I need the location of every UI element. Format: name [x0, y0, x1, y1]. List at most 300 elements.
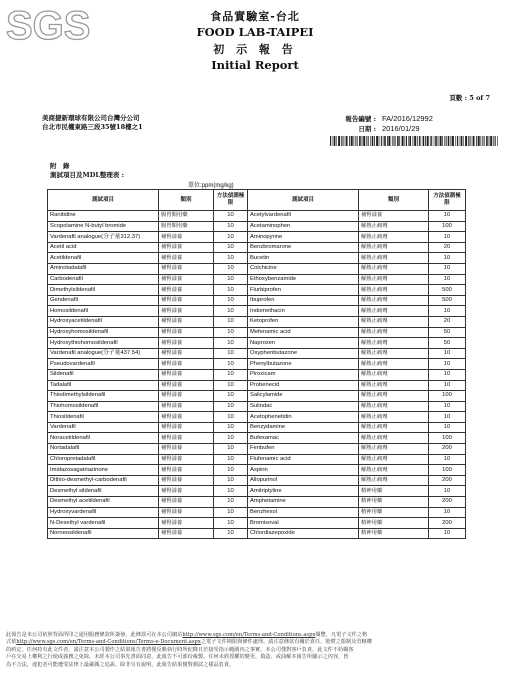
- category-cell: 補腎溢養: [159, 454, 214, 465]
- category-cell: 解熱止痛劑: [359, 401, 429, 412]
- table-row: [48, 221, 466, 232]
- barcode-bar: [417, 136, 418, 146]
- report-number: FA/2016/12992: [382, 114, 433, 123]
- category-cell: 精神用藥: [359, 518, 429, 529]
- category-cell: 補腎溢養: [159, 348, 214, 359]
- category-cell: 解熱止痛劑: [359, 221, 429, 232]
- barcode-bar: [468, 136, 469, 146]
- table-row: [48, 391, 466, 402]
- mdl-cell: 10: [214, 295, 248, 306]
- mdl-cell: 500: [429, 285, 466, 296]
- test-item-cell: Gendenafil: [48, 295, 159, 306]
- barcode-bar: [397, 136, 399, 146]
- table-row: [48, 348, 466, 359]
- test-item-cell: Naproxen: [248, 338, 359, 349]
- table-row: [48, 295, 466, 306]
- mdl-cell: 10: [214, 274, 248, 285]
- mdl-cell: 20: [429, 242, 466, 253]
- table-row: [48, 518, 466, 529]
- test-item-cell: Desmethyl sildenafil: [48, 486, 159, 497]
- barcode-bar: [431, 136, 432, 146]
- barcode-bar: [384, 136, 386, 146]
- page-number: 頁數 : 5 of 7: [449, 94, 490, 102]
- mdl-cell: 10: [214, 263, 248, 274]
- test-item-cell: Acetil acid: [48, 242, 159, 253]
- barcode-bar: [448, 136, 450, 146]
- test-item-cell: Thiohomosildenafil: [48, 401, 159, 412]
- table-row: [48, 211, 466, 222]
- barcode-bar: [446, 136, 447, 146]
- table-row: [48, 422, 466, 433]
- barcode-bar: [363, 136, 365, 146]
- barcode-bar: [465, 136, 467, 146]
- test-item-cell: Bucetin: [248, 253, 359, 264]
- lab-name-zh: 食品實驗室-台北: [210, 10, 300, 23]
- mdl-cell: 10: [214, 444, 248, 455]
- test-item-cell: Nortadalafil: [48, 444, 159, 455]
- category-cell: 補腎溢養: [159, 380, 214, 391]
- category-cell: 解熱止痛劑: [359, 454, 429, 465]
- barcode-bar: [427, 136, 429, 146]
- barcode-bar: [442, 136, 443, 146]
- mdl-cell: 10: [214, 242, 248, 253]
- client-name: 美商捷新環球有限公司台灣分公司: [42, 114, 140, 122]
- report-meta: [328, 114, 433, 134]
- barcode-bar: [379, 136, 380, 146]
- mdl-cell: 10: [214, 433, 248, 444]
- test-item-cell: Hydroxyacetildenafil: [48, 316, 159, 327]
- test-item-cell: Tadalafil: [48, 380, 159, 391]
- barcode-bar: [413, 136, 414, 146]
- category-cell: 補腎溢養: [159, 497, 214, 508]
- mdl-cell: 50: [429, 327, 466, 338]
- mdl-cell: 10: [214, 422, 248, 433]
- sgs-logo: [4, 3, 90, 45]
- category-cell: 補腎溢養: [159, 263, 214, 274]
- test-item-cell: Ibuprofen: [248, 295, 359, 306]
- header-mdl: 方法偵測極限: [214, 190, 248, 211]
- unit-label: 單位:ppm(mg/kg): [188, 183, 234, 189]
- category-cell: 補腎溢養: [159, 412, 214, 423]
- test-item-cell: Thiosildenafil: [48, 412, 159, 423]
- category-cell: 解熱止痛劑: [359, 274, 429, 285]
- mdl-cell: 10: [214, 221, 248, 232]
- category-cell: 補腎溢養: [159, 295, 214, 306]
- mdl-cell: 10: [214, 359, 248, 370]
- mdl-cell: 200: [429, 497, 466, 508]
- test-item-cell: Aminotadalafil: [48, 263, 159, 274]
- category-cell: 補腎溢養: [159, 518, 214, 529]
- table-row: [48, 497, 466, 508]
- category-cell: 補腎溢養: [159, 253, 214, 264]
- header-category: 類別: [159, 190, 214, 211]
- test-item-cell: Thiodimethylsildenafil: [48, 391, 159, 402]
- barcode-bar: [490, 136, 492, 146]
- category-cell: 解熱止痛劑: [359, 465, 429, 476]
- mdl-cell: 10: [429, 348, 466, 359]
- barcode: [330, 136, 498, 146]
- barcode-bar: [440, 136, 442, 146]
- category-cell: 解熱止痛劑: [359, 242, 429, 253]
- test-item-cell: Norneosildenafil: [48, 528, 159, 539]
- barcode-bar: [406, 136, 407, 146]
- test-item-cell: Ketoprofen: [248, 316, 359, 327]
- mdl-cell: 10: [429, 253, 466, 264]
- test-item-cell: Sildenafil: [48, 369, 159, 380]
- barcode-bar: [482, 136, 483, 146]
- category-cell: 補腎溢養: [159, 422, 214, 433]
- table-row: [48, 253, 466, 264]
- category-cell: 補腎溢養: [159, 507, 214, 518]
- mdl-cell: 10: [214, 316, 248, 327]
- table-row: [48, 444, 466, 455]
- test-item-cell: Bromisoval: [248, 518, 359, 529]
- test-item-cell: Acetildenafil: [48, 253, 159, 264]
- table-row: [48, 528, 466, 539]
- table-row: [48, 316, 466, 327]
- header-test-item: 測試項目: [248, 190, 359, 211]
- barcode-bar: [470, 136, 471, 146]
- barcode-bar: [330, 136, 331, 146]
- mdl-cell: 10: [214, 369, 248, 380]
- category-cell: 解熱止痛劑: [359, 348, 429, 359]
- barcode-bar: [346, 136, 348, 146]
- barcode-bar: [435, 136, 437, 146]
- mdl-cell: 10: [214, 412, 248, 423]
- category-cell: 解熱止痛劑: [359, 391, 429, 402]
- barcode-bar: [383, 136, 384, 146]
- report-header: [150, 8, 360, 72]
- table-row: [48, 369, 466, 380]
- barcode-bar: [459, 136, 460, 146]
- category-cell: 補腎溢養: [159, 465, 214, 476]
- table-row: [48, 327, 466, 338]
- barcode-bar: [463, 136, 464, 146]
- mdl-cell: 10: [429, 232, 466, 243]
- mdl-cell: 10: [214, 475, 248, 486]
- test-item-cell: Phenylbutazone: [248, 359, 359, 370]
- mdl-cell: 10: [429, 401, 466, 412]
- test-item-cell: Acetylvardenafil: [248, 211, 359, 222]
- table-row: [48, 274, 466, 285]
- test-items-table: [47, 189, 466, 539]
- test-item-cell: Chloropretadalafil: [48, 454, 159, 465]
- barcode-bar: [486, 136, 488, 146]
- report-type-zh: 初 示 報 告: [213, 43, 297, 56]
- category-cell: 補腎溢養: [159, 274, 214, 285]
- barcode-bar: [425, 136, 426, 146]
- barcode-bar: [472, 136, 473, 146]
- table-row: [48, 401, 466, 412]
- barcode-bar: [345, 136, 346, 146]
- mdl-cell: 20: [429, 316, 466, 327]
- barcode-bar: [489, 136, 490, 146]
- mdl-cell: 100: [429, 433, 466, 444]
- mdl-cell: 10: [214, 454, 248, 465]
- category-cell: 腸胃類用藥: [159, 211, 214, 222]
- test-item-cell: Flurbiprofen: [248, 285, 359, 296]
- report-date: 2016/01/29: [382, 124, 420, 133]
- barcode-bar: [497, 136, 498, 146]
- table-row: [48, 338, 466, 349]
- barcode-bar: [381, 136, 382, 146]
- mdl-cell: 10: [429, 422, 466, 433]
- test-item-cell: Noracetildenafil: [48, 433, 159, 444]
- category-cell: 補腎溢養: [159, 444, 214, 455]
- mdl-cell: 10: [214, 338, 248, 349]
- mdl-cell: 10: [214, 306, 248, 317]
- test-item-cell: Hydroxyvardenafil: [48, 507, 159, 518]
- barcode-bar: [357, 136, 358, 146]
- barcode-bar: [438, 136, 439, 146]
- test-item-cell: Scopolamine N-butyl bromide: [48, 221, 159, 232]
- barcode-bar: [405, 136, 406, 146]
- table-row: [48, 359, 466, 370]
- barcode-bar: [444, 136, 445, 146]
- test-item-cell: Chlordiazepoxide: [248, 528, 359, 539]
- category-cell: 解熱止痛劑: [359, 433, 429, 444]
- test-item-cell: Bufexamac: [248, 433, 359, 444]
- barcode-bar: [392, 136, 393, 146]
- category-cell: 補腎溢養: [159, 338, 214, 349]
- table-row: [48, 306, 466, 317]
- report-date-label: 日期 :: [358, 125, 376, 133]
- barcode-bar: [374, 136, 375, 146]
- barcode-bar: [402, 136, 404, 146]
- category-cell: 補腎溢養: [159, 285, 214, 296]
- test-item-cell: Aspirin: [248, 465, 359, 476]
- barcode-bar: [408, 136, 409, 146]
- category-cell: 精神用藥: [359, 497, 429, 508]
- barcode-bar: [362, 136, 363, 146]
- category-cell: 補腎溢養: [159, 232, 214, 243]
- test-item-cell: N-Desethyl vardenafil: [48, 518, 159, 529]
- category-cell: 補腎溢養: [159, 391, 214, 402]
- test-item-cell: Benzydamine: [248, 422, 359, 433]
- table-row: [48, 412, 466, 423]
- barcode-bar: [354, 136, 355, 146]
- category-cell: 解熱止痛劑: [359, 316, 429, 327]
- category-cell: 精神用藥: [359, 486, 429, 497]
- barcode-bar: [421, 136, 422, 146]
- mdl-cell: 10: [214, 348, 248, 359]
- test-item-cell: Dimethylsildenafil: [48, 285, 159, 296]
- mdl-cell: 100: [429, 221, 466, 232]
- mdl-cell: 10: [214, 486, 248, 497]
- category-cell: 解熱止痛劑: [359, 380, 429, 391]
- test-item-cell: Carbodenafil: [48, 274, 159, 285]
- category-cell: 解熱止痛劑: [359, 444, 429, 455]
- category-cell: 解熱止痛劑: [359, 475, 429, 486]
- mdl-cell: 200: [429, 518, 466, 529]
- test-item-cell: Benzhexol: [248, 507, 359, 518]
- mdl-cell: 10: [214, 465, 248, 476]
- test-item-cell: Colchicine: [248, 263, 359, 274]
- barcode-bar: [423, 136, 425, 146]
- barcode-bar: [332, 136, 333, 146]
- test-item-cell: Pseudovardenafil: [48, 359, 159, 370]
- table-row: [48, 454, 466, 465]
- appendix-title: 附 錄: [50, 162, 70, 170]
- test-item-cell: Indomethacin: [248, 306, 359, 317]
- barcode-bar: [473, 136, 475, 146]
- report-number-label: 報告編號 :: [345, 115, 376, 123]
- client-info: [42, 114, 143, 132]
- table-header-row: [48, 190, 466, 211]
- mdl-cell: 10: [429, 274, 466, 285]
- category-cell: 補腎溢養: [159, 433, 214, 444]
- category-cell: 精神用藥: [359, 528, 429, 539]
- category-cell: 補腎溢養: [159, 401, 214, 412]
- mdl-cell: 10: [214, 528, 248, 539]
- mdl-cell: 10: [214, 285, 248, 296]
- test-item-cell: Oxyphenbutazone: [248, 348, 359, 359]
- barcode-bar: [370, 136, 371, 146]
- category-cell: 解熱止痛劑: [359, 412, 429, 423]
- mdl-cell: 100: [429, 465, 466, 476]
- test-item-cell: Aminopyrine: [248, 232, 359, 243]
- test-item-cell: Desmethyl acetildenafil: [48, 497, 159, 508]
- test-item-cell: Acetaminophen: [248, 221, 359, 232]
- test-item-cell: Salicylamide: [248, 391, 359, 402]
- category-cell: 解熱止痛劑: [359, 306, 429, 317]
- appendix-heading: [50, 162, 124, 180]
- barcode-bar: [338, 136, 340, 146]
- category-cell: 補腎溢養: [159, 327, 214, 338]
- barcode-bar: [341, 136, 342, 146]
- table-row: [48, 507, 466, 518]
- category-cell: 補腎溢養: [159, 486, 214, 497]
- header-mdl: 方法偵測極限: [429, 190, 466, 211]
- test-item-cell: Ethoxybenzamide: [248, 274, 359, 285]
- mdl-cell: 200: [429, 444, 466, 455]
- barcode-bar: [414, 136, 416, 146]
- mdl-cell: 10: [214, 211, 248, 222]
- barcode-bar: [478, 136, 480, 146]
- barcode-bar: [349, 136, 350, 146]
- barcode-bar: [430, 136, 431, 146]
- test-item-cell: Benzbromarone: [248, 242, 359, 253]
- mdl-cell: 10: [429, 263, 466, 274]
- category-cell: 補腎溢養: [159, 475, 214, 486]
- mdl-cell: 10: [429, 306, 466, 317]
- barcode-bar: [368, 136, 369, 146]
- barcode-bar: [359, 136, 361, 146]
- mdl-cell: 10: [429, 369, 466, 380]
- barcode-bar: [495, 136, 496, 146]
- mdl-cell: 10: [214, 518, 248, 529]
- category-cell: 解熱止痛劑: [359, 263, 429, 274]
- test-item-cell: Amitriptyline: [248, 486, 359, 497]
- table-row: [48, 433, 466, 444]
- mdl-cell: 10: [214, 497, 248, 508]
- barcode-bar: [409, 136, 411, 146]
- category-cell: 補腎溢養: [159, 316, 214, 327]
- mdl-cell: 10: [429, 359, 466, 370]
- mdl-cell: 10: [429, 454, 466, 465]
- mdl-cell: 10: [214, 327, 248, 338]
- table-row: [48, 285, 466, 296]
- client-address: 台北市民權東路三段35號18樓之1: [42, 123, 143, 131]
- table-row: [48, 263, 466, 274]
- barcode-bar: [399, 136, 400, 146]
- mdl-cell: 10: [214, 507, 248, 518]
- appendix-subtitle: 測試項目及MDL整理表 :: [50, 171, 125, 179]
- barcode-bar: [455, 136, 456, 146]
- terms-e-document-link[interactable]: http://www.sgs.com/en/Terms-and-Conditions/Terms-e-Document.aspx: [16, 639, 201, 646]
- barcode-bar: [376, 136, 378, 146]
- table-row: [48, 232, 466, 243]
- test-item-cell: Mefenamic acid: [248, 327, 359, 338]
- header-category: 類別: [359, 190, 429, 211]
- barcode-bar: [484, 136, 485, 146]
- mdl-cell: 10: [214, 253, 248, 264]
- lab-name-en: FOOD LAB-TAIPEI: [196, 25, 314, 39]
- test-item-cell: Piroxicam: [248, 369, 359, 380]
- mdl-cell: 100: [429, 391, 466, 402]
- footer-disclaimer: 此報告是本公司依照背面所印之通用服務條款所簽發，此條款可在本公司網站http://www.sgs.com/en/Terms-and-Conditions.aspx閱覽，凡電子文件之格 式依http://www.sgs.com/en/Terms-and-Conditions/Terms-e-Document.aspx之電子文件期限與條件處理。請注意條款有關於責任、賠償之限制及管轄權 的約定。任何持有此文件者，請注意本公司製作之結果報告書將僅反映執行時所紀錄且於接受指示範圍內之事實。本公司僅對客戶負責，此文件不妨礙客 戶在交易上權利之行使或義務之免除。未經本公司事先書面同意，此報告不可部份複製。任何未經授權的變更、偽造、或曲解本報告所顯示之內容，皆 為不合法，違犯者可能遭受法律上最嚴厲之追訴。除非另有說明，此報告結果僅對測試之樣品負責。: [6, 632, 373, 668]
- test-item-cell: Amphetamine: [248, 497, 359, 508]
- barcode-bar: [372, 136, 374, 146]
- category-cell: 解熱止痛劑: [359, 338, 429, 349]
- table-row: [48, 486, 466, 497]
- mdl-cell: 10: [429, 507, 466, 518]
- test-item-cell: Vardenafil: [48, 422, 159, 433]
- barcode-bar: [343, 136, 344, 146]
- barcode-bar: [452, 136, 454, 146]
- category-cell: 解熱止痛劑: [359, 359, 429, 370]
- test-item-cell: Dithio-desmethyl-carbodenafil: [48, 475, 159, 486]
- mdl-cell: 10: [429, 211, 466, 222]
- header-test-item: 測試項目: [48, 190, 159, 211]
- mdl-cell: 10: [429, 412, 466, 423]
- mdl-cell: 10: [214, 391, 248, 402]
- mdl-cell: 50: [429, 338, 466, 349]
- barcode-bar: [457, 136, 458, 146]
- report-type-en: Initial Report: [211, 58, 299, 72]
- test-item-cell: Vardenafil analogue(分子量437.54): [48, 348, 159, 359]
- category-cell: 解熱止痛劑: [359, 285, 429, 296]
- test-item-cell: Flufenamic acid: [248, 454, 359, 465]
- barcode-bar: [387, 136, 388, 146]
- category-cell: 解熱止痛劑: [359, 369, 429, 380]
- mdl-cell: 10: [214, 380, 248, 391]
- category-cell: 補腎溢養: [159, 369, 214, 380]
- test-item-cell: Vardenafil analogue(分子量312.37): [48, 232, 159, 243]
- barcode-bar: [334, 136, 336, 146]
- test-item-cell: Allopurinol: [248, 475, 359, 486]
- test-item-cell: Ranitidine: [48, 211, 159, 222]
- test-item-cell: Hydroxythiohomosildenafil: [48, 338, 159, 349]
- table-row: [48, 380, 466, 391]
- barcode-bar: [419, 136, 420, 146]
- category-cell: 解熱止痛劑: [359, 295, 429, 306]
- barcode-bar: [434, 136, 435, 146]
- mdl-cell: 10: [214, 232, 248, 243]
- category-cell: 補腎溢養: [159, 528, 214, 539]
- terms-link[interactable]: http://www.sgs.com/en/Terms-and-Conditions.aspx: [182, 632, 316, 638]
- barcode-bar: [476, 136, 477, 146]
- test-item-cell: Imidazosagatriazinone: [48, 465, 159, 476]
- test-item-cell: Fenbufen: [248, 444, 359, 455]
- mdl-cell: 10: [214, 401, 248, 412]
- barcode-bar: [366, 136, 367, 146]
- test-item-cell: Sulindac: [248, 401, 359, 412]
- table-row: [48, 465, 466, 476]
- table-row: [48, 475, 466, 486]
- category-cell: 補腎溢養: [159, 306, 214, 317]
- test-item-cell: Homosildenafil: [48, 306, 159, 317]
